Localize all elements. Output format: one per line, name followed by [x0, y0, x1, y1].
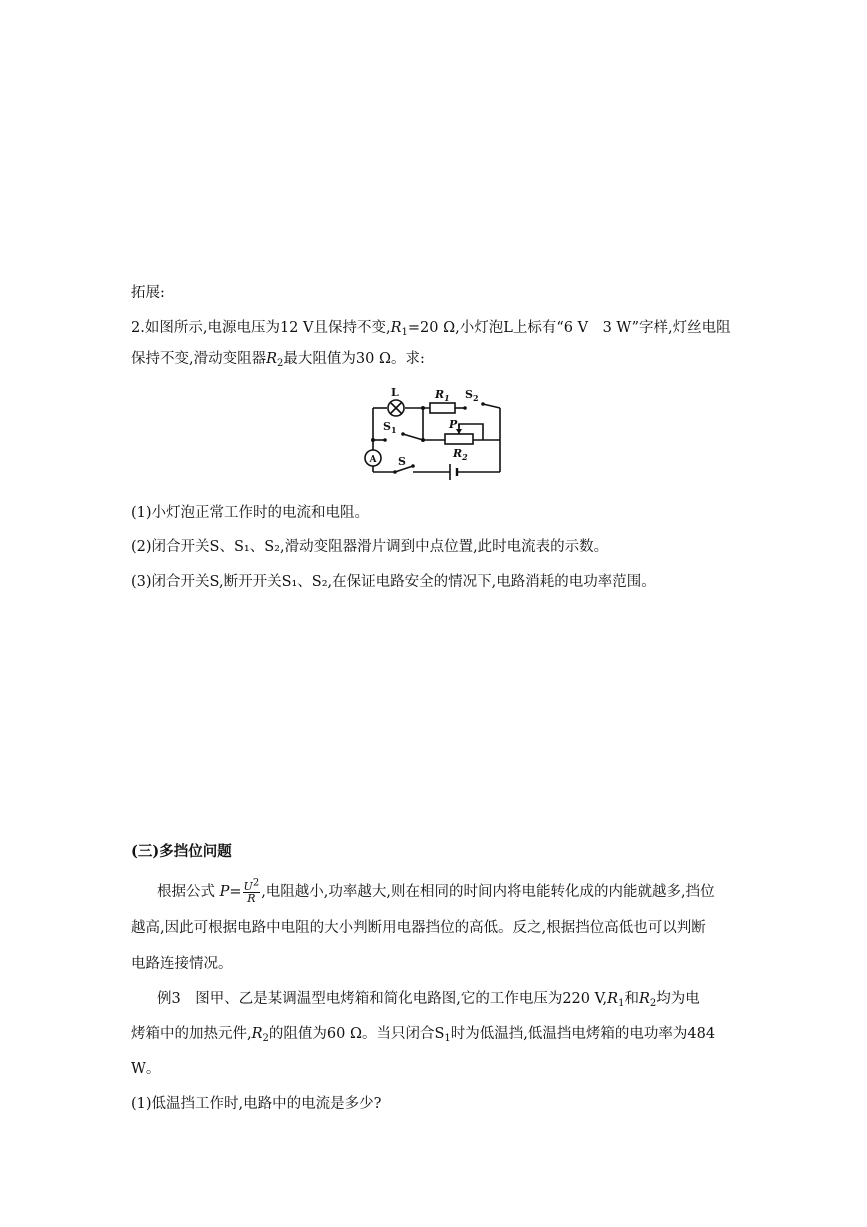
para1-b: ,电阻越小,功率越大,则在相同的时间内将电能转化成的内能就越多,挡位	[261, 884, 715, 900]
r1-value: =20 Ω,小灯泡L上标有“6 V 3 W”字样,灯丝电阻	[407, 320, 731, 336]
ex3-line1-b: 和	[624, 991, 639, 1007]
para1-line-2: 越高,因此可根据电路中电阻的大小判断用电器挡位的高低。反之,根据挡位高低也可以判断	[131, 920, 706, 936]
para1-line-1	[157, 878, 715, 906]
p-label: P	[449, 418, 458, 431]
example-3-line-3: W。	[131, 1061, 161, 1077]
s-label: S	[398, 455, 406, 468]
para1-line-3: 电路连接情况。	[131, 956, 233, 972]
example-3-line-2	[131, 1024, 715, 1044]
r1-label: R	[435, 388, 445, 401]
question-3: (3)闭合开关S,断开开关S₁、S₂,在保证电路安全的情况下,电路消耗的电功率范围。	[131, 574, 656, 590]
para1-a: 根据公式	[157, 884, 215, 900]
line2-prefix: 保持不变,滑动变阻器	[131, 351, 267, 367]
ex3-line1-a: 例3 图甲、乙是某调温型电烤箱和简化电路图,它的工作电压为220 V,	[157, 991, 608, 1007]
formula-denominator: R	[247, 891, 256, 905]
r1-sub: 1	[401, 327, 408, 338]
r2-resistor	[445, 434, 473, 444]
ammeter-label: A	[369, 455, 377, 465]
ex3-r2b: R	[251, 1026, 263, 1042]
problem-2-line-1	[131, 318, 731, 338]
s2-label-sub: 2	[472, 393, 479, 403]
section-3-heading: (三)多挡位问题	[131, 843, 232, 860]
question-1: (1)小灯泡正常工作时的电流和电阻。	[131, 505, 370, 521]
svg-text:S2	[465, 388, 479, 403]
ex3-line2-b: 的阻值为60 Ω。当只闭合S	[268, 1026, 445, 1042]
s1-label-sub: 1	[390, 425, 397, 435]
formula-eq: =	[229, 884, 242, 900]
formula-numerator: U	[243, 879, 253, 893]
lamp-label: L	[391, 386, 399, 399]
r2-symbol: R	[266, 351, 278, 367]
s2-label: S	[465, 388, 473, 401]
circuit-diagram	[355, 380, 515, 480]
formula-p: P	[219, 884, 230, 900]
example-3-line-1	[157, 989, 700, 1009]
svg-text:S1	[383, 420, 397, 435]
ex3-line2-c: 时为低温挡,低温挡电烤箱的电功率为484	[450, 1026, 716, 1042]
svg-text:R2	[452, 447, 468, 462]
question-2: (2)闭合开关S、S₁、S₂,滑动变阻器滑片调到中点位置,此时电流表的示数。	[131, 539, 609, 555]
ex3-r2b-sub: 2	[262, 1033, 269, 1044]
r2-label-sub: 2	[462, 452, 468, 462]
slider-wire	[459, 424, 483, 440]
s1-label: S	[383, 420, 391, 433]
svg-text:R1	[434, 388, 450, 403]
r1-symbol: R	[390, 320, 402, 336]
ex3-r2-sub: 2	[649, 998, 657, 1009]
line2-suffix: 最大阻值为30 Ω。求:	[283, 351, 425, 367]
ex3-s1-sub: 1	[444, 1033, 451, 1044]
ex3-r1-sub: 1	[618, 998, 625, 1009]
ex3-line2-a: 烤箱中的加热元件,	[131, 1026, 252, 1042]
r1-label-sub: 1	[444, 393, 450, 403]
r2-sub: 2	[277, 358, 284, 369]
r1-resistor	[430, 403, 455, 413]
problem-2-prefix: 2.如图所示,电源电压为12 V且保持不变,	[131, 320, 391, 336]
problem-2-line-2	[131, 349, 425, 369]
ex3-r2: R	[638, 991, 650, 1007]
formula-fraction	[243, 876, 261, 905]
extension-heading: 拓展:	[131, 285, 165, 301]
r2-label: R	[453, 447, 463, 460]
ex3-r1: R	[607, 991, 619, 1007]
formula-numerator-sup: 2	[252, 876, 260, 888]
example-3-question-1: (1)低温挡工作时,电路中的电流是多少?	[131, 1096, 382, 1112]
ex3-line1-c: 均为电	[656, 991, 700, 1007]
